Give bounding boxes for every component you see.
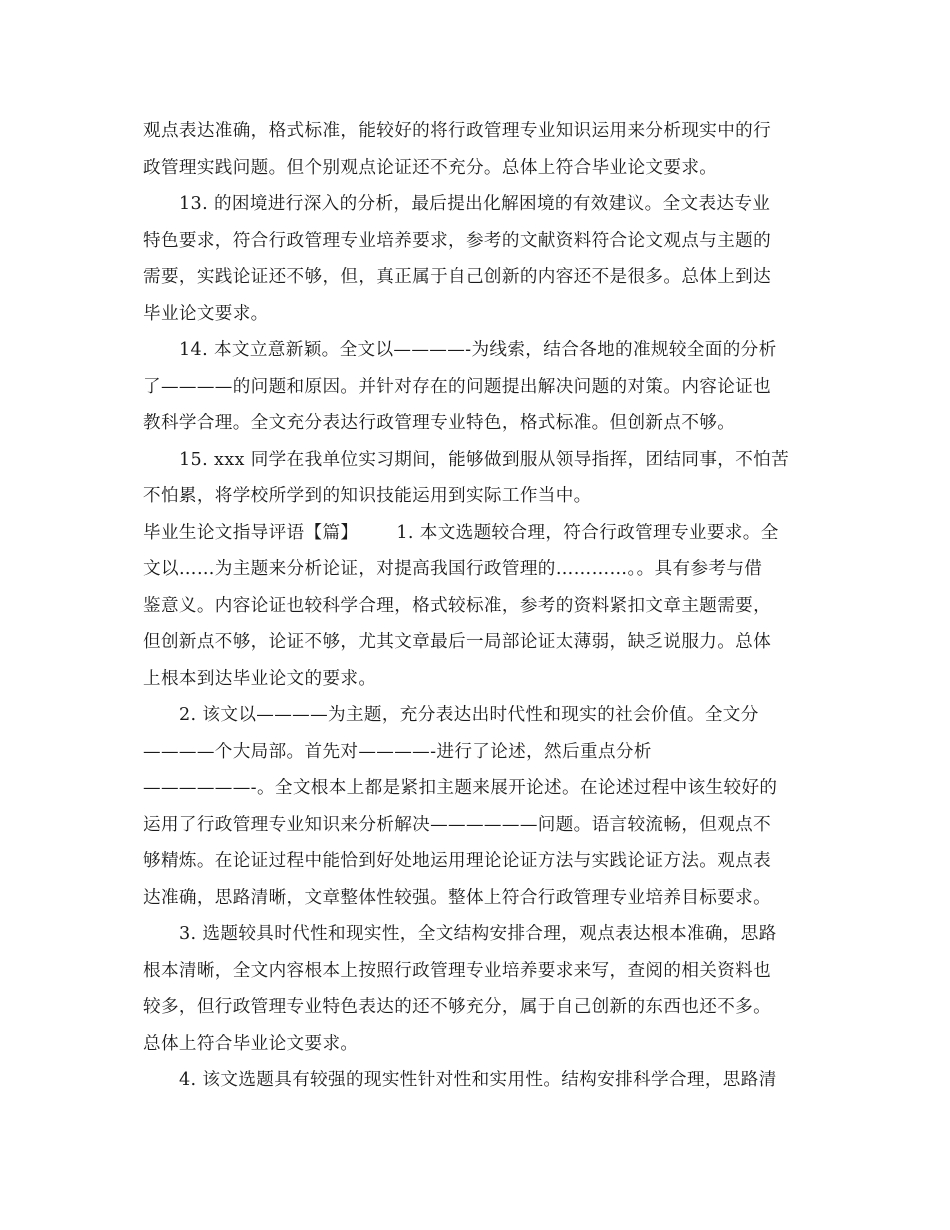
line-text: 15. xxx 同学在我单位实习期间，能够做到服从领导指挥，团结同事，不怕苦 [179,449,790,470]
line-text: ——————-。全文根本上都是紧扣主题来展开论述。在论述过程中该生较好的 [143,778,778,798]
line-text: 够精炼。在论证过程中能恰到好处地运用理论论证方法与实践论证方法。观点表 [143,851,772,871]
line-text: 4. 该文选题具有较强的现实性针对性和实用性。结构安排科学合理，思路清 [179,1070,777,1090]
line-text: 总体上符合毕业论文要求。 [143,1033,359,1054]
line-text: 根本清晰，全文内容根本上按照行政管理专业培养要求来写，查阅的相关资料也 [143,960,772,981]
text-line [143,551,808,588]
text-line [143,843,808,880]
line-text: 上根本到达毕业论文的要求。 [143,668,377,689]
line-text: 文以……为主题来分析论证，对提高我国行政管理的…………。。具有参考与借 [143,559,763,579]
text-line [143,186,808,223]
line-text: 13. 的困境进行深入的分析，最后提出化解困境的有效建议。全文表达专业 [179,194,771,214]
text-line [143,770,808,807]
text-line [143,880,808,917]
text-line [143,953,808,990]
line-text: 1. 本文选题较合理，符合行政管理专业要求。全 [396,522,779,543]
text-line [143,624,808,661]
text-line [143,916,808,953]
line-text: 3. 选题较具时代性和现实性，全文结构安排合理，观点表达根本准确，思路 [179,924,777,944]
text-line [143,734,808,771]
line-text: 但创新点不够，论证不够，尤其文章最后一局部论证太薄弱，缺乏说服力。总体 [143,632,772,652]
line-text: 2. 该文以————为主题，充分表达出时代性和现实的社会价值。全文分 [179,705,759,725]
text-line [143,296,808,333]
text-line [143,369,808,406]
line-text: 运用了行政管理专业知识来分析解决——————问题。语言较流畅，但观点不 [143,814,772,835]
section-heading: 毕业生论文指导评语【篇】 [143,522,359,543]
line-text: 了————的问题和原因。并针对存在的问题提出解决问题的对策。内容论证也 [143,376,772,397]
text-line [143,223,808,260]
text-line [143,989,808,1026]
text-line [143,807,808,844]
text-line [143,1026,808,1063]
line-text: 教科学合理。全文充分表达行政管理专业特色，格式标准。但创新点不够。 [143,413,736,433]
text-line [143,478,808,515]
document-page [143,113,808,1099]
text-line [143,442,808,479]
text-line [143,661,808,698]
line-text: 毕业论文要求。 [143,303,269,324]
line-text: 观点表达准确，格式标准，能较好的将行政管理专业知识运用来分析现实中的行 [143,121,772,141]
text-line [143,405,808,442]
line-text: 鉴意义。内容论证也较科学合理，格式较标准，参考的资料紧扣文章主题需要， [143,595,772,616]
line-text: ————个大局部。首先对————-进行了论述，然后重点分析 [143,741,652,762]
line-text: 政管理实践问题。但个别观点论证还不充分。总体上符合毕业论文要求。 [143,157,718,178]
text-line [143,150,808,187]
line-text: 不怕累，将学校所学到的知识技能运用到实际工作当中。 [143,486,592,506]
text-line [143,588,808,625]
line-text: 达准确，思路清晰，文章整体性较强。整体上符合行政管理专业培养目标要求。 [143,887,772,908]
line-text: 较多，但行政管理专业特色表达的还不够充分，属于自己创新的东西也还不多。 [143,997,772,1017]
text-line [143,515,808,552]
text-line [143,259,808,296]
line-text: 特色要求，符合行政管理专业培养要求，参考的文献资料符合论文观点与主题的 [143,230,772,251]
text-line [143,697,808,734]
text-line [143,113,808,150]
line-text: 14. 本文立意新颖。全文以————-为线索，结合各地的准规较全面的分析 [179,340,777,360]
text-line [143,1062,808,1099]
text-line [143,332,808,369]
line-text: 需要，实践论证还不够，但，真正属于自己创新的内容还不是很多。总体上到达 [143,267,772,287]
